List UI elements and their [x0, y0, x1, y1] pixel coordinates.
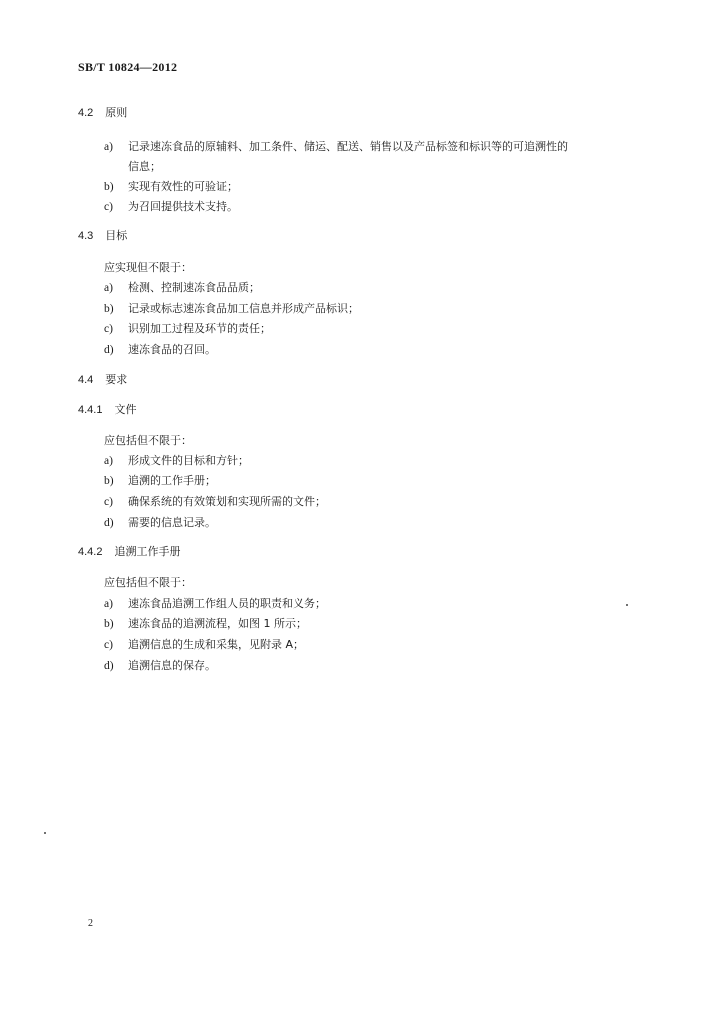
item-text: 需要的信息记录。	[128, 516, 216, 529]
list-item	[104, 138, 568, 154]
list-item	[104, 514, 216, 530]
list-item	[104, 615, 307, 631]
item-marker: c)	[104, 323, 113, 335]
item-text: 识别加工过程及环节的责任；	[128, 322, 271, 335]
item-marker: c)	[104, 201, 113, 213]
item-text: 为召回提供技术支持。	[128, 200, 238, 213]
section-4-4-2-heading	[78, 543, 180, 559]
item-marker: a)	[104, 598, 113, 610]
section-title: 文件	[114, 403, 137, 416]
list-item	[104, 472, 216, 488]
item-marker: b)	[104, 181, 114, 193]
item-marker: a)	[104, 141, 113, 153]
item-text: 实现有效性的可验证；	[128, 180, 238, 193]
item-marker: c)	[104, 639, 113, 651]
section-intro: 应包括但不限于：	[104, 576, 192, 589]
section-4-2-heading	[78, 104, 127, 120]
scan-speck	[44, 832, 46, 834]
list-item	[104, 300, 359, 316]
item-text: 检测、控制速冻食品品质；	[128, 281, 260, 294]
item-text: 形成文件的目标和方针；	[128, 454, 249, 467]
list-item	[104, 636, 304, 652]
scan-speck	[626, 604, 628, 606]
list-item	[104, 595, 326, 611]
item-marker: d)	[104, 660, 114, 672]
list-item	[104, 198, 238, 214]
section-number: 4.3	[78, 230, 94, 242]
section-title: 要求	[105, 373, 128, 386]
section-title: 追溯工作手册	[114, 545, 181, 558]
section-intro: 应实现但不限于：	[104, 261, 192, 274]
item-text: 追溯信息的生成和采集，见附录 A；	[128, 638, 305, 651]
list-item	[104, 493, 326, 509]
item-text: 速冻食品的召回。	[128, 343, 216, 356]
item-text: 追溯信息的保存。	[128, 659, 216, 672]
section-title: 目标	[105, 229, 128, 242]
item-marker: d)	[104, 344, 114, 356]
list-item	[104, 657, 216, 673]
item-marker: d)	[104, 517, 114, 529]
item-marker: c)	[104, 496, 113, 508]
list-item	[104, 320, 271, 336]
section-4-3-heading	[78, 227, 127, 243]
item-marker: b)	[104, 475, 114, 487]
page-number: 2	[88, 918, 93, 929]
section-number: 4.4.2	[78, 546, 103, 558]
section-4-4-heading	[78, 371, 127, 387]
section-intro: 应包括但不限于：	[104, 434, 192, 447]
item-text: 追溯的工作手册；	[128, 474, 216, 487]
item-text: 确保系统的有效策划和实现所需的文件；	[128, 495, 326, 508]
list-item	[104, 452, 249, 468]
item-text: 记录或标志速冻食品加工信息并形成产品标识；	[128, 302, 359, 315]
item-text: 速冻食品的追溯流程，如图 1 所示；	[128, 617, 307, 630]
list-item-continuation: 信息；	[128, 160, 161, 173]
section-4-4-1-heading	[78, 401, 136, 417]
list-item	[104, 279, 260, 295]
item-marker: a)	[104, 455, 113, 467]
item-marker: b)	[104, 303, 114, 315]
section-title: 原则	[105, 106, 128, 119]
section-number: 4.4	[78, 374, 94, 386]
list-item	[104, 341, 216, 357]
item-marker: b)	[104, 618, 114, 630]
section-number: 4.4.1	[78, 404, 103, 416]
section-number: 4.2	[78, 107, 94, 119]
standard-code: SB/T 10824—2012	[78, 60, 178, 74]
item-text: 速冻食品追溯工作组人员的职责和义务；	[128, 597, 326, 610]
item-text: 记录速冻食品的原辅料、加工条件、储运、配送、销售以及产品标签和标识等的可追溯性的	[128, 140, 568, 153]
list-item	[104, 178, 238, 194]
item-marker: a)	[104, 282, 113, 294]
